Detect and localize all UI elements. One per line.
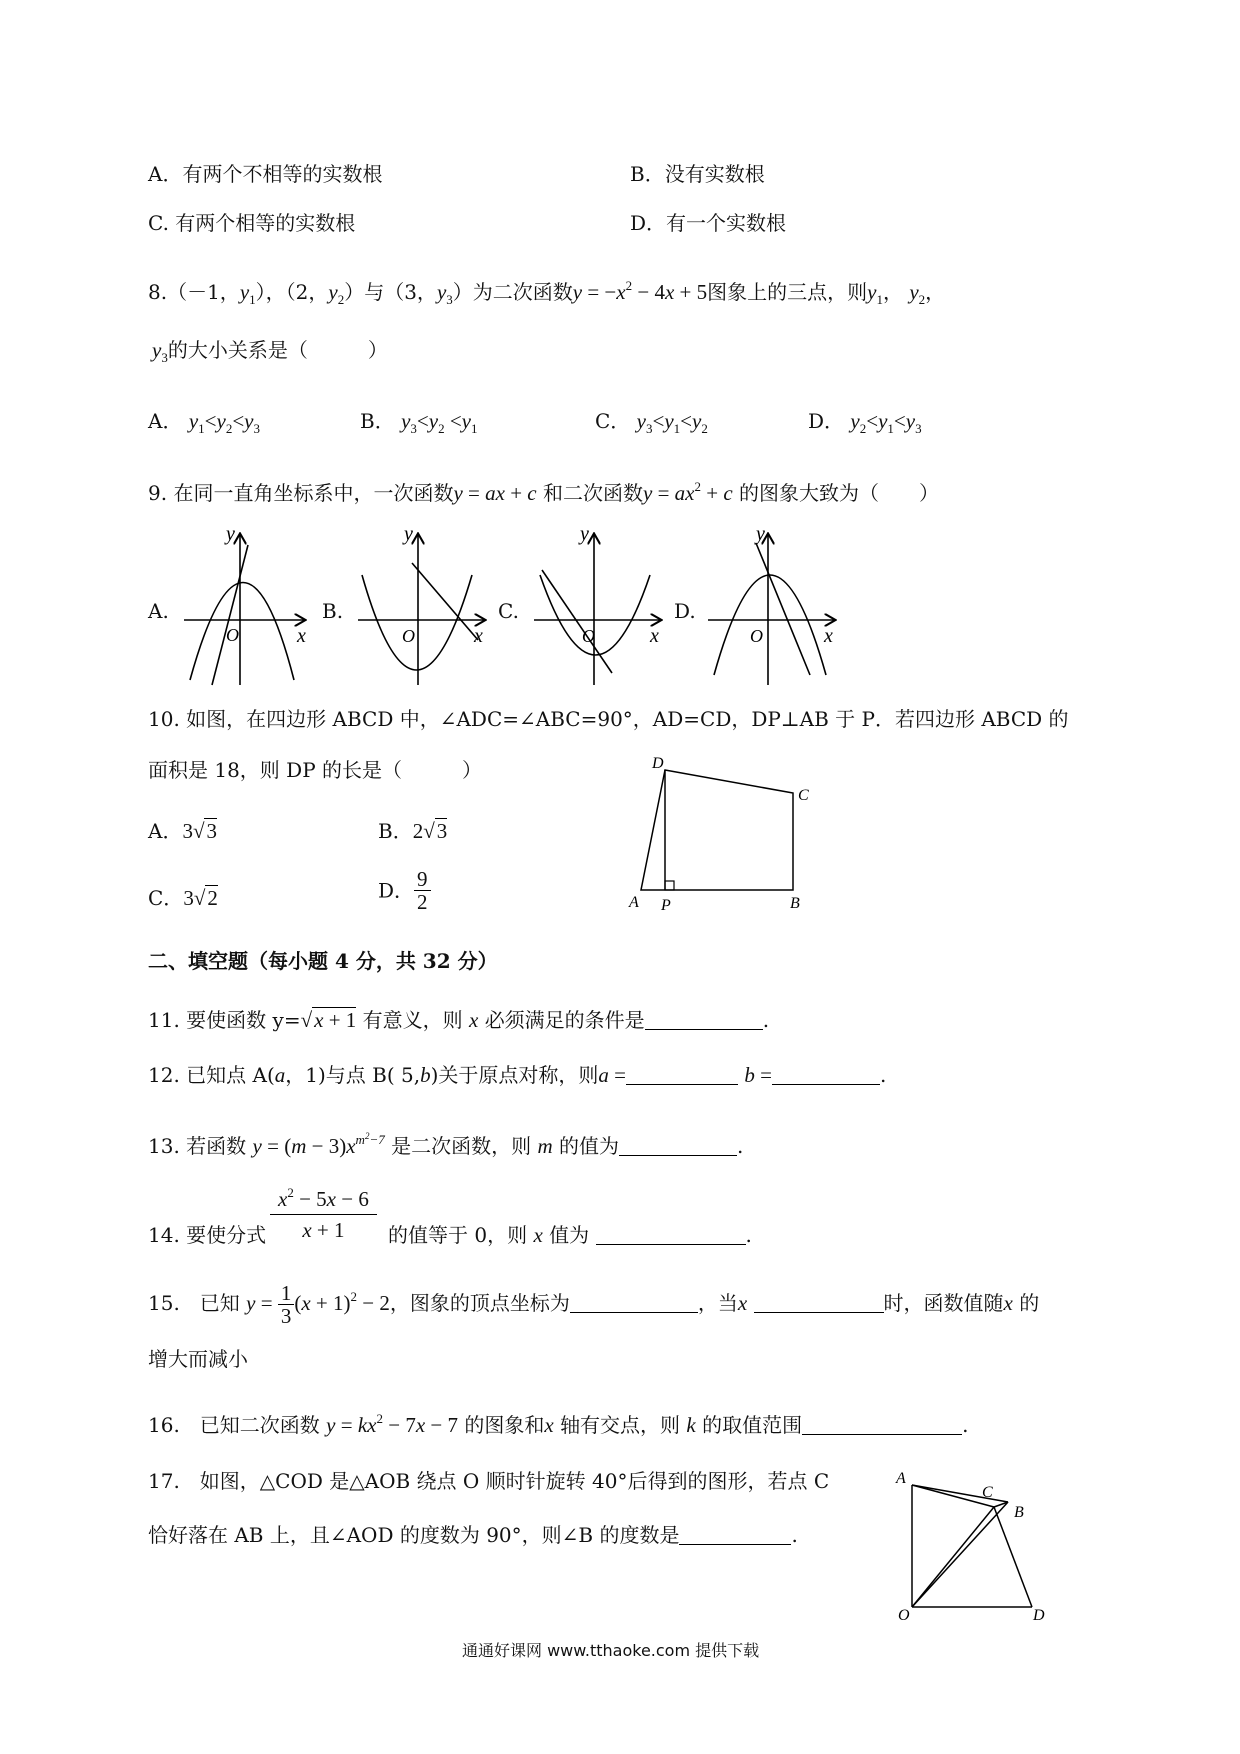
q11-stem: 11. 要使函数 y=√x + 1 有意义，则 x 必须满足的条件是 . — [148, 1008, 770, 1032]
q10-stem-line1: 10. 如图，在四边形 ABCD 中，∠ADC=∠ABC=90°，AD=CD，DP⊥AB 于 P．若四边形 ABCD 的 — [148, 707, 1069, 731]
q8-stem: 8.（－1，$y_1$），（2，$y_2$）与（3，$y_3$）为二次函数$y = -x^2 - 4x + 5$图象上的三点，则$y_1$， $y_2$， — [148, 278, 946, 307]
q10-label-p: P — [661, 897, 671, 914]
q16-stem: 16. 已知二次函数 $y = kx^2 - 7x - 7$ 的图象和x 轴有交点，则 k 的取值范围 . — [148, 1411, 969, 1437]
q8-option-d: D． $y_2<y_1<y_3$ — [808, 409, 922, 436]
q9-c-x: x — [650, 625, 659, 647]
q14-fraction: $\frac{x^2 - 5x - 6}{x + 1}$ — [270, 1178, 377, 1245]
q15-stem: 15. 已知 y = $\frac{1}{3}$ $(x + 1)^2 - 2$，图象的顶点坐标为 ，当x 时，函数值随x 的 — [148, 1281, 1040, 1328]
q9-graph-b — [356, 525, 492, 685]
q9-option-c-label: C. — [498, 599, 519, 623]
q14-answer-blank[interactable] — [596, 1226, 746, 1245]
q9-graph-a — [182, 525, 312, 685]
q9-graph-c — [532, 525, 668, 685]
q8-stem-line2: $y_3$的大小关系是（ ） — [152, 338, 388, 365]
q15-stem-line2: 增大而减小 — [148, 1347, 248, 1371]
q9-c-y: y — [580, 523, 589, 545]
q10-option-b: B．2√3 — [378, 819, 448, 843]
q10-label-d: D — [652, 755, 664, 772]
q17-label-a: A — [896, 1470, 906, 1487]
q9-graph-d — [706, 525, 842, 685]
q9-d-y: y — [756, 523, 765, 545]
q14-stem-prefix: 14. 要使分式 — [148, 1223, 267, 1247]
q9-option-b-label: B. — [322, 599, 344, 623]
q9-stem: 9. 在同一直角坐标系中，一次函数y = ax + c 和二次函数$y = ax^2 + c$ 的图象大致为（ ） — [148, 479, 940, 505]
q9-c-origin: O — [582, 626, 595, 646]
q17-stem-line1: 17. 如图，△COD 是△AOB 绕点 O 顺时针旋转 40°后得到的图形，若点 C — [148, 1469, 830, 1493]
q17-answer-blank[interactable] — [679, 1526, 791, 1545]
q11-answer-blank[interactable] — [645, 1011, 763, 1030]
q10-figure — [625, 750, 815, 914]
q9-b-origin: O — [402, 626, 415, 646]
q7-option-b: B．没有实数根 — [630, 162, 765, 186]
q16-answer-blank[interactable] — [802, 1416, 962, 1435]
q9-a-x: x — [297, 625, 306, 647]
q17-figure — [890, 1465, 1060, 1624]
q10-label-a: A — [629, 894, 639, 911]
q10-option-d: D． $\frac{9}{2}$ — [378, 868, 431, 913]
q15-vertex-blank[interactable] — [570, 1294, 698, 1313]
q10-label-c: C — [798, 787, 809, 804]
q9-option-a-label: A. — [148, 599, 169, 623]
q10-stem-line2: 面积是 18，则 DP 的长是（ ） — [148, 758, 483, 782]
q17-label-c: C — [982, 1484, 993, 1501]
q14-stem-suffix: 的值等于 0，则 x 值为 . — [388, 1223, 752, 1247]
q17-label-o: O — [898, 1607, 910, 1624]
section2-heading: 二、填空题（每小题 4 分，共 32 分） — [148, 949, 498, 973]
q9-b-y: y — [404, 523, 413, 545]
q10-option-c: C．3√2 — [148, 886, 218, 910]
q8-option-a: A． $y_1<y_2<y_3$ — [148, 409, 260, 436]
q12-answer-b-blank[interactable] — [772, 1066, 880, 1085]
q7-option-a: A．有两个不相等的实数根 — [148, 162, 383, 186]
q7-option-c: C. 有两个相等的实数根 — [148, 211, 356, 235]
q9-d-x: x — [824, 625, 833, 647]
q13-stem: 13. 若函数 $y = (m - 3)x^{m^2-7}$ 是二次函数，则 m 的值为 . — [148, 1131, 744, 1158]
q13-answer-blank[interactable] — [619, 1137, 737, 1156]
q12-stem: 12. 已知点 A(a，1)与点 B( 5,b)关于原点对称，则a = b = . — [148, 1063, 887, 1087]
q12-answer-a-blank[interactable] — [626, 1066, 738, 1085]
q15-range-blank[interactable] — [754, 1294, 884, 1313]
q9-d-origin: O — [750, 626, 763, 646]
q17-label-d: D — [1033, 1607, 1045, 1624]
q17-stem-line2: 恰好落在 AB 上，且∠AOD 的度数为 90°，则∠B 的度数是 . — [148, 1523, 798, 1547]
q10-option-a: A．3√3 — [148, 819, 217, 843]
q8-option-c: C． $y_3<y_1<y_2$ — [595, 409, 708, 436]
q9-a-y: y — [226, 523, 235, 545]
page-footer: 通通好课网 www.tthaoke.com 提供下载 — [462, 1641, 760, 1660]
q17-label-b: B — [1014, 1504, 1024, 1521]
q9-option-d-label: D. — [674, 599, 696, 623]
q8-option-b: B． $y_3<y_2 <y_1$ — [360, 409, 478, 436]
q9-b-x: x — [474, 625, 483, 647]
q9-a-origin: O — [226, 625, 239, 645]
q10-label-b: B — [790, 895, 800, 912]
q7-option-d: D．有一个实数根 — [630, 211, 787, 235]
